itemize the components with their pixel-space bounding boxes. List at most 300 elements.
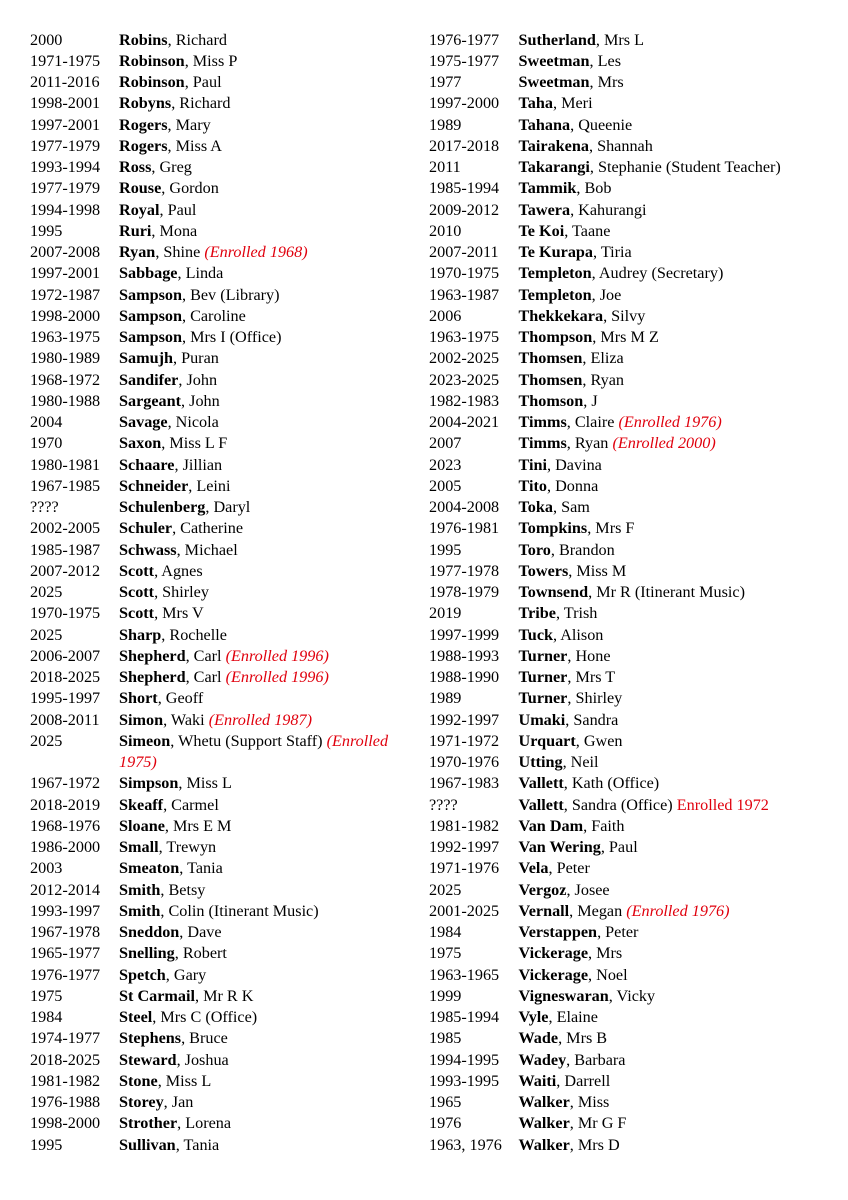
given-name-and-role: , Robert [174, 944, 227, 963]
given-name-and-role: , Shirley [567, 689, 623, 708]
surname: Steward [119, 1050, 177, 1069]
years-of-service: 2009-2012 [429, 200, 500, 219]
surname: Simon [119, 710, 164, 729]
given-name-and-role: , Peter [548, 859, 590, 878]
staff-entry [429, 306, 841, 327]
given-name-and-role: , Sandra (Office) [563, 795, 677, 814]
years-of-service: 1984 [429, 923, 462, 941]
staff-entry [30, 200, 410, 221]
surname: Royal [119, 200, 160, 219]
years-of-service: 1967-1972 [30, 774, 101, 793]
years-of-service: 1998-2000 [30, 306, 101, 325]
years-of-service: ???? [429, 795, 458, 814]
years-of-service: 1976-1977 [429, 30, 500, 49]
surname: Scott [119, 583, 155, 601]
given-name-and-role: , Mrs [588, 944, 623, 963]
given-name-and-role: , J [583, 391, 598, 410]
given-name-and-role: , Bev (Library) [181, 285, 280, 304]
staff-entry [30, 306, 410, 327]
surname: Turner [518, 668, 568, 686]
years-of-service: 2025 [30, 731, 63, 750]
surname: Toka [518, 498, 554, 516]
enrolment-note: (Enrolled 1996) [225, 668, 329, 686]
years-of-service: 1980-1989 [30, 349, 101, 368]
given-name-and-role: , Lorena [177, 1114, 232, 1133]
given-name-and-role: , Mrs L [595, 30, 644, 49]
staff-entry [429, 391, 841, 412]
years-of-service: 2000 [30, 30, 63, 49]
staff-entry [429, 688, 841, 709]
given-name-and-role: , Mrs D [569, 1135, 620, 1154]
given-name-and-role: , Tiria [593, 243, 632, 261]
staff-entry [429, 582, 841, 603]
given-name-and-role: , Josee [566, 880, 610, 899]
staff-entry [30, 1092, 410, 1113]
years-of-service: 1963-1965 [429, 965, 500, 984]
surname: Vickerage [518, 944, 589, 963]
years-of-service: 1974-1977 [30, 1029, 101, 1048]
given-name-and-role: , Joshua [176, 1050, 229, 1069]
staff-entry [30, 965, 410, 986]
given-name-and-role: , Leini [188, 476, 231, 495]
years-of-service: 1967-1978 [30, 923, 101, 941]
staff-entry [429, 752, 841, 773]
staff-entry [30, 136, 410, 157]
given-name-and-role: , Mrs V [154, 604, 204, 623]
years-of-service: 1998-2000 [30, 1114, 101, 1133]
given-name-and-role: , Shine [155, 243, 205, 261]
staff-entry [30, 1007, 410, 1028]
given-name-and-role: , Ryan [566, 434, 613, 453]
staff-entry [429, 1092, 841, 1113]
staff-entry [429, 136, 841, 157]
staff-entry [30, 51, 410, 72]
surname: Schwass [119, 540, 177, 559]
staff-entry [429, 901, 841, 922]
surname: Van Wering [518, 838, 601, 856]
staff-entry [30, 285, 410, 306]
surname: Tuck [518, 625, 554, 644]
staff-entry [30, 370, 410, 391]
staff-entry [30, 1050, 410, 1071]
given-name-and-role: , Miss M [568, 561, 627, 580]
surname: Shepherd [119, 668, 186, 686]
staff-entry [429, 731, 841, 752]
enrolment-note: (Enrolled 1975) [119, 731, 389, 771]
surname: Skeaff [119, 795, 164, 814]
given-name-and-role: , Gordon [161, 179, 219, 198]
given-name-and-role: , Audrey (Secretary) [591, 264, 724, 283]
surname: Sargeant [119, 391, 182, 410]
years-of-service: 1989 [429, 115, 462, 134]
surname: Thomsen [518, 349, 583, 368]
staff-entry [429, 1135, 841, 1156]
years-of-service: 1976-1977 [30, 965, 101, 984]
staff-entry [429, 667, 841, 688]
years-of-service: 1985-1994 [429, 179, 500, 198]
surname: Verstappen [518, 923, 598, 941]
surname: Robinson [119, 51, 185, 70]
years-of-service: 1970-1976 [429, 753, 500, 771]
surname: Sandifer [119, 370, 179, 389]
staff-entry [30, 476, 410, 497]
years-of-service: 1967-1983 [429, 774, 500, 793]
surname: Van Dam [518, 816, 584, 835]
surname: Tribe [518, 604, 556, 623]
staff-entry [30, 433, 410, 454]
years-of-service: 1970 [30, 434, 63, 453]
years-of-service: 1977-1979 [30, 136, 101, 155]
years-of-service: 1992-1997 [429, 838, 500, 856]
surname: Schaare [119, 455, 175, 474]
years-of-service: 1980-1981 [30, 455, 101, 474]
staff-entry [429, 242, 841, 263]
given-name-and-role: , Darrell [556, 1071, 611, 1090]
staff-entry [429, 603, 841, 624]
years-of-service: 1967-1985 [30, 476, 101, 495]
given-name-and-role: , Linda [177, 264, 224, 283]
given-name-and-role: , Colin (Itinerant Music) [160, 901, 319, 920]
given-name-and-role: , Kath (Office) [563, 774, 660, 793]
left-column [30, 30, 410, 1156]
years-of-service: 1995-1997 [30, 689, 101, 708]
surname: Tini [518, 455, 548, 474]
given-name-and-role: , Joe [591, 285, 622, 304]
surname: Sloane [119, 816, 165, 835]
given-name-and-role: , Mrs I (Office) [181, 328, 282, 346]
given-name-and-role: , Greg [151, 158, 192, 176]
staff-entry [429, 561, 841, 582]
surname: Tairakena [518, 136, 589, 155]
surname: Short [119, 689, 158, 708]
years-of-service: 2007-2011 [429, 243, 499, 261]
years-of-service: 1968-1976 [30, 816, 101, 835]
surname: Te Kurapa [518, 243, 594, 261]
given-name-and-role: , Trewyn [158, 838, 217, 856]
given-name-and-role: , Mr R (Itinerant Music) [588, 583, 745, 601]
years-of-service: 2023-2025 [429, 370, 500, 389]
given-name-and-role: , Mrs M Z [592, 328, 659, 346]
staff-entry [30, 646, 410, 667]
staff-entry [30, 497, 410, 518]
staff-entry [429, 518, 841, 539]
staff-entry [429, 816, 841, 837]
given-name-and-role: , Mrs F [587, 519, 635, 538]
staff-entry [429, 986, 841, 1007]
surname: Smeaton [119, 859, 180, 878]
years-of-service: 1971-1976 [429, 859, 500, 878]
surname: Saxon [119, 434, 162, 453]
given-name-and-role: , Miss A [167, 136, 222, 155]
given-name-and-role: , Geoff [157, 689, 204, 708]
surname: Sullivan [119, 1135, 176, 1154]
given-name-and-role: , Tania [179, 859, 223, 878]
surname: Takarangi [518, 158, 590, 176]
staff-entry [429, 200, 841, 221]
years-of-service: 1985-1994 [429, 1008, 500, 1026]
given-name-and-role: , Paul [159, 200, 197, 219]
staff-entry [30, 1135, 410, 1156]
staff-entry [429, 285, 841, 306]
surname: Robyns [119, 94, 172, 113]
staff-entry [429, 943, 841, 964]
staff-entry [429, 348, 841, 369]
years-of-service: 1999 [429, 986, 462, 1005]
surname: Vyle [518, 1008, 549, 1026]
staff-entry [30, 625, 410, 646]
years-of-service: 1989 [429, 689, 462, 708]
years-of-service: 1985-1987 [30, 540, 101, 559]
surname: Vigneswaran [518, 986, 609, 1005]
given-name-and-role: , Catherine [172, 519, 244, 538]
surname: Robinson [119, 73, 185, 91]
staff-entry [429, 497, 841, 518]
years-of-service: 1986-2000 [30, 838, 101, 856]
years-of-service: 1972-1987 [30, 285, 101, 304]
staff-entry [30, 93, 410, 114]
surname: Scott [119, 604, 155, 623]
given-name-and-role: , Silvy [603, 306, 646, 325]
years-of-service: 2025 [429, 880, 462, 899]
years-of-service: 1970-1975 [30, 604, 101, 623]
surname: Wadey [518, 1050, 567, 1069]
years-of-service: 1992-1997 [429, 710, 500, 729]
surname: Snelling [119, 944, 175, 963]
surname: Townsend [518, 583, 589, 601]
surname: Thomsen [518, 370, 583, 389]
staff-entry [429, 858, 841, 879]
staff-entry [429, 1071, 841, 1092]
enrolment-note: (Enrolled 1996) [225, 646, 329, 665]
surname: Rouse [119, 179, 162, 198]
surname: Templeton [518, 264, 592, 283]
staff-entry [429, 1113, 841, 1134]
surname: Stephens [119, 1029, 182, 1048]
years-of-service: 1975 [429, 944, 462, 963]
given-name-and-role: , Brandon [550, 540, 615, 559]
given-name-and-role: , Miss L F [161, 434, 228, 453]
surname: Walker [518, 1135, 570, 1154]
staff-entry [30, 603, 410, 624]
years-of-service: 2008-2011 [30, 710, 100, 729]
given-name-and-role: , Waki [163, 710, 209, 729]
staff-entry [429, 263, 841, 284]
staff-entry [429, 93, 841, 114]
surname: Savage [119, 413, 168, 431]
years-of-service: 1982-1983 [429, 391, 500, 410]
years-of-service: 2007-2012 [30, 561, 101, 580]
surname: Sharp [119, 625, 162, 644]
years-of-service: 1963, 1976 [429, 1135, 502, 1154]
given-name-and-role: , Queenie [570, 115, 633, 134]
staff-entry [30, 943, 410, 964]
given-name-and-role: , Stephanie (Student Teacher) [589, 158, 781, 176]
surname: Vernall [518, 901, 570, 920]
staff-entry [30, 518, 410, 539]
staff-entry [30, 391, 410, 412]
surname: Ross [119, 158, 152, 176]
years-of-service: 1994-1998 [30, 200, 101, 219]
surname: Robins [119, 30, 168, 49]
surname: Vallett [518, 795, 564, 814]
given-name-and-role: , Shannah [588, 136, 653, 155]
staff-entry [429, 1050, 841, 1071]
surname: Towers [518, 561, 569, 580]
given-name-and-role: , Mrs [589, 73, 624, 91]
surname: Walker [518, 1093, 570, 1111]
given-name-and-role: , Donna [547, 476, 599, 495]
given-name-and-role: , Daryl [205, 498, 251, 516]
years-of-service: 1994-1995 [429, 1050, 500, 1069]
enrolment-note: (Enrolled 1976) [618, 413, 722, 431]
staff-entry [30, 837, 410, 858]
given-name-and-role: , Dave [179, 923, 222, 941]
given-name-and-role: , Trish [555, 604, 598, 623]
years-of-service: 2018-2019 [30, 795, 101, 814]
given-name-and-role: , Miss L [157, 1071, 212, 1090]
given-name-and-role: , Faith [583, 816, 625, 835]
given-name-and-role: , Davina [547, 455, 602, 474]
surname: Stone [119, 1071, 158, 1090]
given-name-and-role: , Gary [165, 965, 207, 984]
given-name-and-role: , Puran [172, 349, 219, 368]
staff-entry [429, 773, 841, 794]
surname: Vallett [518, 774, 564, 793]
years-of-service: 1993-1995 [429, 1071, 500, 1090]
staff-entry [429, 327, 841, 348]
staff-entry [429, 455, 841, 476]
given-name-and-role: , Miss [569, 1093, 610, 1111]
staff-entry [30, 667, 410, 688]
given-name-and-role: , Michael [176, 540, 238, 559]
surname: Waiti [518, 1071, 557, 1090]
surname: Vickerage [518, 965, 589, 984]
given-name-and-role: , Mary [167, 115, 211, 134]
years-of-service: 2007-2008 [30, 243, 101, 261]
surname: Tahana [518, 115, 571, 134]
surname: Strother [119, 1114, 178, 1133]
years-of-service: 1985 [429, 1029, 462, 1048]
given-name-and-role: , Alison [553, 625, 604, 644]
staff-entry [429, 51, 841, 72]
given-name-and-role: , Bob [576, 179, 612, 198]
surname: Tompkins [518, 519, 588, 538]
years-of-service: 1975 [30, 986, 63, 1005]
surname: Storey [119, 1093, 164, 1111]
staff-entry [429, 625, 841, 646]
given-name-and-role: , Mona [151, 221, 198, 240]
given-name-and-role: , Carmel [163, 795, 219, 814]
staff-entry [30, 901, 410, 922]
given-name-and-role: , Mr G F [569, 1114, 627, 1133]
years-of-service: 1965-1977 [30, 944, 101, 963]
staff-entry [30, 773, 410, 794]
given-name-and-role: , John [178, 370, 218, 389]
years-of-service: 1963-1975 [429, 328, 500, 346]
staff-entry [429, 178, 841, 199]
years-of-service: 1970-1975 [429, 264, 500, 283]
years-of-service: 1995 [30, 221, 63, 240]
given-name-and-role: , Peter [597, 923, 639, 941]
years-of-service: 2004 [30, 413, 63, 431]
given-name-and-role: , Sam [553, 498, 590, 516]
given-name-and-role: , Rochelle [161, 625, 227, 644]
surname: Timms [518, 434, 567, 453]
surname: Vergoz [518, 880, 567, 899]
surname: Thompson [518, 328, 593, 346]
years-of-service: 1981-1982 [30, 1071, 101, 1090]
staff-entry [30, 540, 410, 561]
years-of-service: 1997-2000 [429, 94, 500, 113]
years-of-service: 1977 [429, 73, 462, 91]
given-name-and-role: , Mrs T [567, 668, 616, 686]
years-of-service: 2006 [429, 306, 462, 325]
surname: Samujh [119, 349, 173, 368]
surname: Utting [518, 753, 563, 771]
surname: Sampson [119, 306, 182, 325]
staff-entry [30, 115, 410, 136]
years-of-service: 1968-1972 [30, 370, 101, 389]
surname: Steel [119, 1008, 153, 1026]
given-name-and-role: , Richard [171, 94, 231, 113]
staff-entry [429, 710, 841, 731]
surname: Scott [119, 561, 155, 580]
years-of-service: 2007 [429, 434, 462, 453]
given-name-and-role: , Whetu (Support Staff) [170, 731, 327, 750]
surname: Simeon [119, 731, 171, 750]
staff-entry [30, 561, 410, 582]
years-of-service: 1998-2001 [30, 94, 101, 113]
staff-entry [30, 72, 410, 93]
years-of-service: 1965 [429, 1093, 462, 1111]
given-name-and-role: , Neil [562, 753, 599, 771]
staff-entry [429, 646, 841, 667]
staff-entry [429, 221, 841, 242]
given-name-and-role: , Kahurangi [570, 200, 647, 219]
surname: Rogers [119, 115, 168, 134]
years-of-service: 1993-1997 [30, 901, 101, 920]
surname: Shepherd [119, 646, 186, 665]
staff-entry [30, 858, 410, 879]
given-name-and-role: , Richard [167, 30, 227, 49]
surname: Sampson [119, 285, 182, 304]
staff-entry [30, 816, 410, 837]
staff-entry [30, 1071, 410, 1092]
staff-entry [429, 476, 841, 497]
surname: Timms [518, 413, 567, 431]
surname: Ryan [119, 243, 156, 261]
given-name-and-role: , Betsy [160, 880, 206, 899]
staff-entry [30, 348, 410, 369]
surname: Sweetman [518, 73, 590, 91]
given-name-and-role: , Ryan [582, 370, 624, 389]
years-of-service: 1975-1977 [429, 51, 500, 70]
years-of-service: 1978-1979 [429, 583, 500, 601]
surname: Urquart [518, 731, 576, 750]
years-of-service: 2012-2014 [30, 880, 101, 899]
years-of-service: 2023 [429, 455, 462, 474]
staff-entry [30, 30, 410, 51]
staff-entry [429, 72, 841, 93]
given-name-and-role: , Noel [588, 965, 628, 984]
given-name-and-role: , Bruce [181, 1029, 228, 1048]
surname: Tammik [518, 179, 577, 198]
surname: Thomson [518, 391, 584, 410]
staff-entry [30, 1113, 410, 1134]
given-name-and-role: , Vicky [608, 986, 656, 1005]
surname: Rogers [119, 136, 168, 155]
staff-entry [429, 540, 841, 561]
